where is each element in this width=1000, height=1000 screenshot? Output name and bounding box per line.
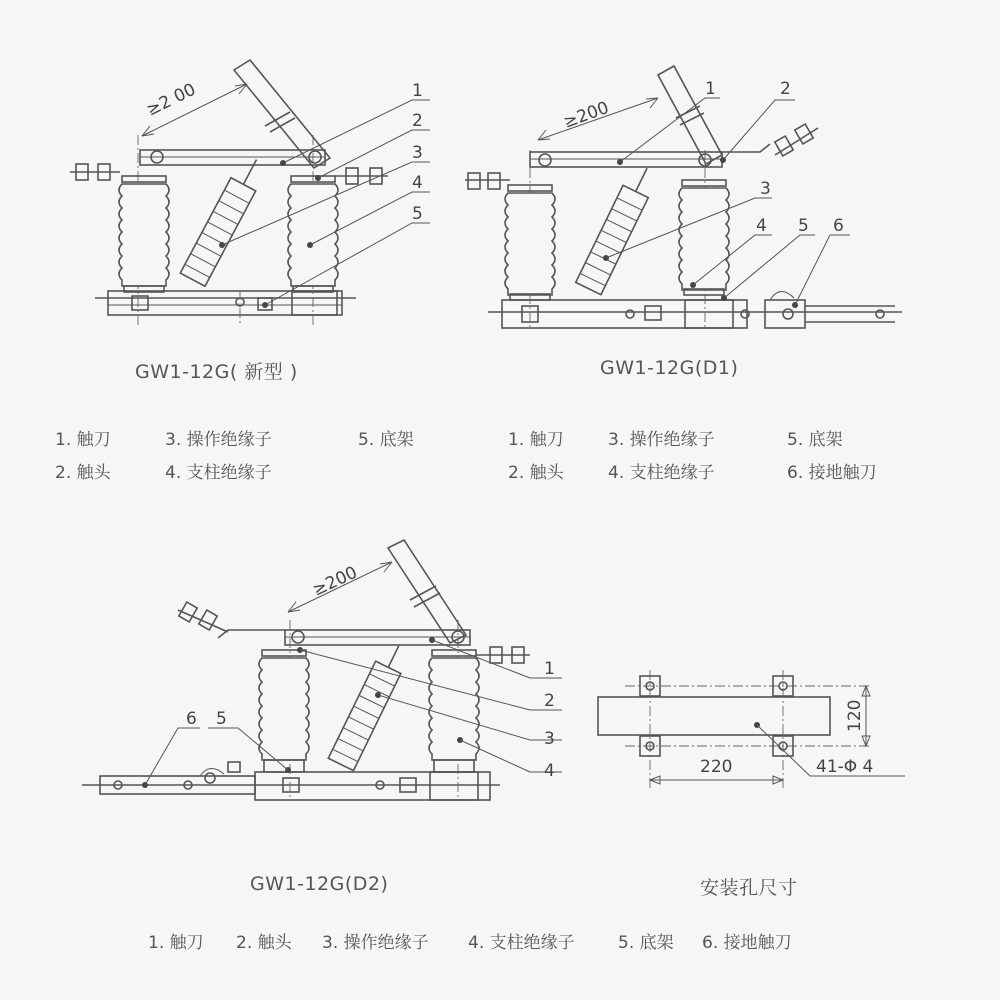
figure2-callout-6: 6: [833, 216, 844, 236]
figure3-legend-item: 3. 操作绝缘子: [322, 933, 429, 953]
figure1-drawing: [70, 60, 430, 326]
figure1-legend-item: 1. 触刀: [55, 430, 111, 450]
figure2-callout-3: 3: [760, 179, 771, 199]
figure1-callout-1: 1: [412, 81, 423, 101]
figure2-title: GW1-12G(D1): [600, 357, 739, 379]
figure3-legend-item: 4. 支柱绝缘子: [468, 933, 575, 953]
figure1-callout-4: 4: [412, 173, 423, 193]
figure3-legend-item: 6. 接地触刀: [702, 933, 792, 953]
figure2-drawing: [465, 66, 902, 330]
figure3-callout-1: 1: [544, 659, 555, 679]
figure1-legend-item: 3. 操作绝缘子: [165, 430, 272, 450]
figure1-legend-item: 4. 支柱绝缘子: [165, 463, 272, 483]
figure2-legend-item: 3. 操作绝缘子: [608, 430, 715, 450]
figure3-drawing: [82, 540, 562, 800]
figure2-dimension: ≥200: [560, 97, 612, 133]
figure1-callout-3: 3: [412, 143, 423, 163]
figure3-callout-3: 3: [544, 729, 555, 749]
mounting-height-label: 120: [845, 699, 865, 732]
figure2-legend-item: 2. 触头: [508, 463, 564, 483]
figure3-legend-item: 5. 底架: [618, 933, 674, 953]
figure3-legend-item: 1. 触刀: [148, 933, 204, 953]
figure2-legend-item: 5. 底架: [787, 430, 843, 450]
mounting-hole-label: 41-Φ 4: [816, 757, 874, 777]
figure2-callout-5: 5: [798, 216, 809, 236]
figure2-legend-item: 6. 接地触刀: [787, 463, 877, 483]
figure3-dimension: ≥200: [309, 562, 361, 601]
figure2-legend-item: 1. 触刀: [508, 430, 564, 450]
figure1-callout-5: 5: [412, 204, 423, 224]
figure3-title: GW1-12G(D2): [250, 873, 389, 895]
figure3-callout-4: 4: [544, 761, 555, 781]
figure1-title: GW1-12G( 新型 ): [135, 361, 298, 383]
figure1-dimension: ≥2 00: [143, 79, 200, 121]
mounting-drawing: [598, 670, 905, 790]
figure2-callout-4: 4: [756, 216, 767, 236]
figure1-legend-item: 2. 触头: [55, 463, 111, 483]
figure3-callout-2: 2: [544, 691, 555, 711]
figure1-legend-item: 5. 底架: [358, 430, 414, 450]
figure2-callout-2: 2: [780, 79, 791, 99]
figure2-legend-item: 4. 支柱绝缘子: [608, 463, 715, 483]
mounting-width-label: 220: [700, 757, 733, 777]
figure3-legend-item: 2. 触头: [236, 933, 292, 953]
figure3-callout-6: 6: [186, 709, 197, 729]
mounting-title: 安装孔尺寸: [700, 877, 798, 899]
figure3-callout-5: 5: [216, 709, 227, 729]
figure2-callout-1: 1: [705, 79, 716, 99]
figure1-callout-2: 2: [412, 111, 423, 131]
